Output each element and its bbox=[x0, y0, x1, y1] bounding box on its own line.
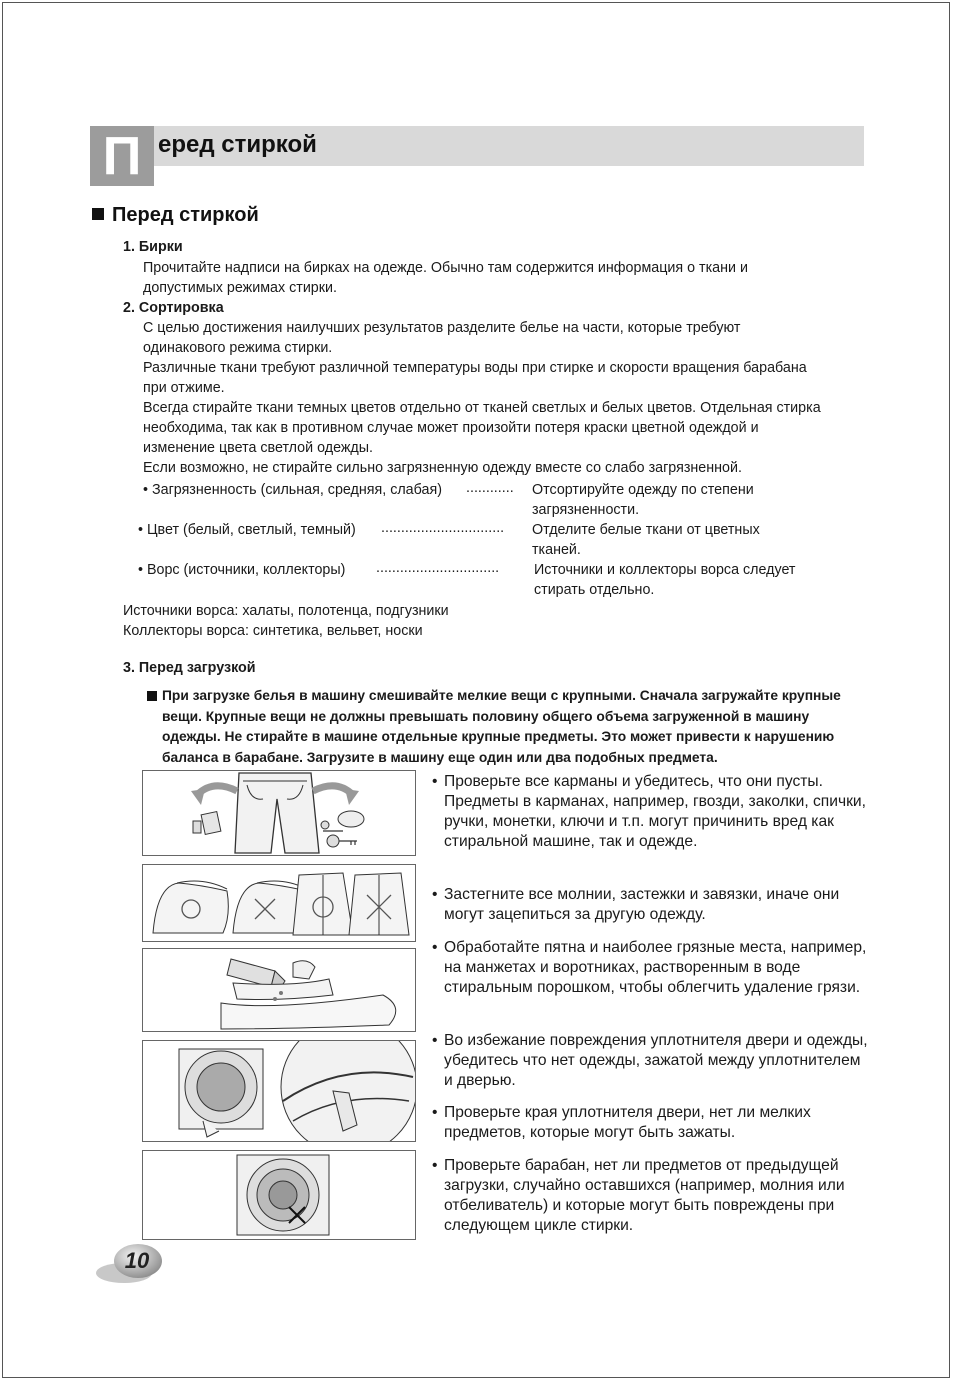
pants-pockets-icon bbox=[143, 771, 415, 855]
lint-note: Источники ворса: халаты, полотенца, подгузники bbox=[123, 603, 449, 619]
page-number-badge bbox=[96, 1240, 166, 1286]
sort-item-advice: стирать отдельно. bbox=[534, 582, 655, 598]
sort-item-advice: загрязненности. bbox=[532, 502, 640, 518]
bullet-item: • Во избежание повреждения уплотнителя двери и одежды, убедитесь что нет одежды, зажатой между уплотнителем и дверью. bbox=[432, 1032, 868, 1089]
page-number: 10 bbox=[124, 1248, 150, 1273]
zippers-buttons-icon bbox=[143, 865, 415, 941]
sorting-line: С целью достижения наилучших результатов разделите белье на части, которые требуют bbox=[143, 320, 741, 336]
sort-item-advice: Отсортируйте одежду по степени bbox=[532, 482, 754, 498]
header-big-letter: П bbox=[102, 126, 142, 186]
sorting-line: Всегда стирайте ткани темных цветов отдельно от тканей светлых и белых цветов. Отдельная стирка bbox=[143, 400, 821, 416]
sorting-line: Различные ткани требуют различной температуры воды при стирке и скорости вращения барабана bbox=[143, 360, 807, 376]
detergent-bottle-icon bbox=[143, 949, 415, 1031]
lint-note: Коллекторы ворса: синтетика, вельвет, носки bbox=[123, 623, 423, 639]
sort-item-leader: ............................... bbox=[381, 520, 505, 536]
section-title-text: Перед стиркой bbox=[112, 204, 259, 226]
square-bullet-icon bbox=[92, 208, 104, 220]
bullet-item: • Обработайте пятна и наиболее грязные места, например, на манжетах и воротниках, растворенным в воде стиральным порошком, чтобы облегчить удаление грязи. bbox=[432, 939, 867, 996]
sort-item-advice: тканей. bbox=[532, 542, 581, 558]
bullet-item: • Проверьте все карманы и убедитесь, что они пусты. Предметы в карманах, например, гвозди, заколки, спички, ручки, монетки, ключи и т.п. могут причинить вред как стиральной машине, так и одежде. bbox=[432, 773, 866, 850]
stain-treatment-illustration bbox=[142, 948, 416, 1032]
sort-item-label: • Цвет (белый, светлый, темный) bbox=[138, 522, 356, 538]
labels-heading: 1. Бирки bbox=[123, 239, 183, 255]
sorting-line: Если возможно, не стирайте сильно загрязненную одежду вместе со слабо загрязненной. bbox=[143, 460, 742, 476]
section-title bbox=[92, 202, 259, 228]
labels-line: допустимых режимах стирки. bbox=[143, 280, 337, 296]
pockets-illustration bbox=[142, 770, 416, 856]
sort-item-leader: ............................... bbox=[376, 560, 500, 576]
sorting-line: одинакового режима стирки. bbox=[143, 340, 333, 356]
zippers-illustration bbox=[142, 864, 416, 942]
washer-drum-icon bbox=[143, 1151, 415, 1239]
sort-item-advice: Отделите белые ткани от цветных bbox=[532, 522, 760, 538]
header-title: еред стиркой bbox=[158, 131, 317, 158]
sort-item-leader: ............ bbox=[466, 480, 514, 496]
sort-item-label: • Ворс (источники, коллекторы) bbox=[138, 562, 346, 578]
sorting-line: изменение цвета светлой одежды. bbox=[143, 440, 374, 456]
bullet-item: • Проверьте барабан, нет ли предметов от предыдущей загрузки, случайно оставшихся (например, молния или отбеливатель) и которые могут быть повреждены при следующем цикле стирки. bbox=[432, 1157, 845, 1234]
sort-item-advice: Источники и коллекторы ворса следует bbox=[534, 562, 796, 578]
bullet-item: • Застегните все молнии, застежки и завязки, иначе они могут зацепиться за другую одежду. bbox=[432, 886, 840, 923]
door-seal-illustration bbox=[142, 1040, 416, 1142]
square-bullet-icon bbox=[147, 691, 157, 701]
loading-bold-text: При загрузке белья в машину смешивайте мелкие вещи с крупными. Сначала загружайте крупные вещи. Крупные вещи не должны превышать половину общего объема загруженной в машину одежды. Не стирайте в машине отдельные крупные предметы. Это может привести к нарушению баланса в барабане. Загрузите в машину еще один или два подобных предмета. bbox=[162, 688, 841, 765]
bullet-item: • Проверьте края уплотнителя двери, нет ли мелких предметов, которые могут быть зажаты. bbox=[432, 1104, 811, 1141]
sort-item-label: • Загрязненность (сильная, средняя, слабая) bbox=[143, 482, 442, 498]
sorting-heading: 2. Сортировка bbox=[123, 300, 224, 316]
door-gasket-icon bbox=[143, 1041, 415, 1141]
sorting-line: необходима, так как в противном случае может произойти потеря краски цветной одеждой и bbox=[143, 420, 759, 436]
labels-line: Прочитайте надписи на бирках на одежде. Обычно там содержится информация о ткани и bbox=[143, 260, 748, 276]
drum-check-illustration bbox=[142, 1150, 416, 1240]
loading-heading: 3. Перед загрузкой bbox=[123, 660, 256, 676]
sorting-line: при отжиме. bbox=[143, 380, 225, 396]
header-letter-box bbox=[90, 126, 154, 186]
